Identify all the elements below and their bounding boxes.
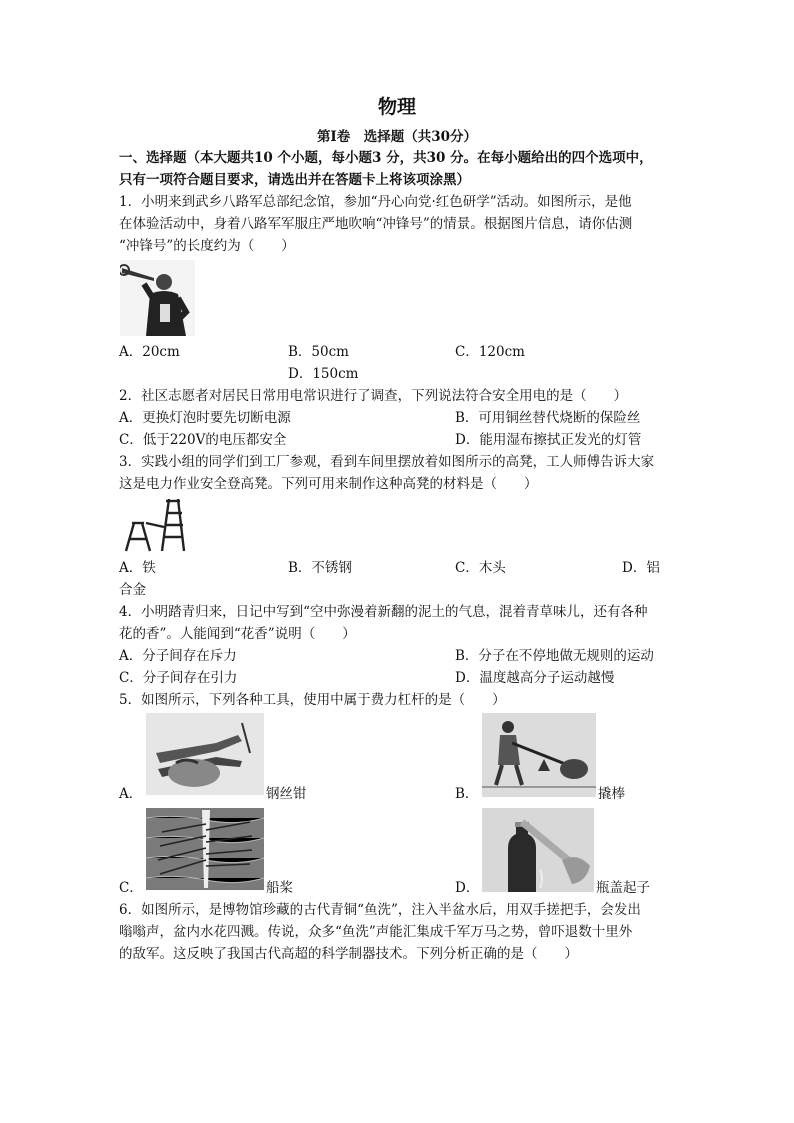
q3-option-d-wrap: 合金 [119, 582, 146, 598]
q5-option-d-letter: D． [455, 880, 480, 896]
q1-option-c: C．120cm [455, 344, 525, 360]
q4-line-1: 4．小明踏青归来，日记中写到“空中弥漫着新翻的泥土的气息，混着青草味儿，还有各种 [119, 604, 648, 620]
q1-line-1: 1．小明来到武乡八路军总部纪念馆，参加“丹心向党·红色研学”活动。如图所示，是他 [119, 194, 632, 210]
q2-option-b: B．可用铜丝替代烧断的保险丝 [455, 410, 641, 426]
pliers-photo [146, 713, 264, 795]
q4-option-d: D．温度越高分子运动越慢 [455, 670, 615, 686]
q5-option-c-letter: C． [119, 880, 143, 896]
rowing-photo [146, 808, 264, 890]
q1-option-a: A．20cm [119, 344, 180, 360]
q3-option-b: B．不锈钢 [288, 560, 352, 576]
section-heading: 第Ⅰ卷 选择题（共30分） [316, 129, 478, 145]
q3-line-1: 3．实践小组的同学们到工厂参观，看到车间里摆放着如图所示的高凳，工人师傅告诉大家 [119, 454, 655, 470]
q3-option-a: A．铁 [119, 560, 156, 576]
q5-stem: 5．如图所示，下列各种工具，使用中属于费力杠杆的是（ ） [119, 692, 506, 708]
q6-line-3: 的敌军。这反映了我国古代高超的科学制器技术。下列分析正确的是（ ） [119, 946, 578, 962]
q2-option-d: D．能用湿布擦拭正发光的灯管 [455, 432, 642, 448]
q5-option-b-letter: B． [455, 786, 479, 802]
page-title: 物理 [377, 96, 416, 118]
q3-option-c: C．木头 [455, 560, 506, 576]
q5-option-b-label: 撬棒 [598, 786, 625, 802]
q1-option-d: D．150cm [288, 366, 359, 382]
q5-option-a-label: 钢丝钳 [266, 786, 307, 802]
q6-line-2: 嗡嗡声，盆内水花四溅。传说，众多“鱼洗”声能汇集成千军万马之势，曾吓退数十里外 [119, 924, 633, 940]
q2-option-a: A．更换灯泡时要先切断电源 [119, 410, 291, 426]
bugler-photo [120, 260, 195, 336]
q3-option-d: D．铝 [622, 560, 660, 576]
q1-option-b: B．50cm [288, 344, 349, 360]
q6-line-1: 6．如图所示，是博物馆珍藏的古代青铜“鱼洗”，注入半盆水后，用双手搓把手，会发出 [119, 902, 641, 918]
q4-option-c: C．分子间存在引力 [119, 670, 238, 686]
q5-option-a-letter: A． [119, 786, 143, 802]
crowbar-photo [482, 713, 596, 797]
instructions-line-2: 只有一项符合题目要求，请选出并在答题卡上将该项涂黑） [119, 172, 470, 188]
q2-option-c: C．低于220V的电压都安全 [119, 432, 287, 448]
q5-option-d-label: 瓶盖起子 [596, 880, 650, 896]
instructions-line-1: 一、选择题（本大题共10 个小题，每小题3 分，共30 分。在每小题给出的四个选项中， [119, 150, 653, 166]
q3-line-2: 这是电力作业安全登高凳。下列可用来制作这种高凳的材料是（ ） [119, 476, 538, 492]
q5-option-c-label: 船桨 [266, 880, 293, 896]
q1-line-3: “冲锋号”的长度约为（ ） [119, 238, 295, 254]
q1-line-2: 在体验活动中，身着八路军军服庄严地吹响“冲锋号”的情景。根据图片信息，请你估测 [119, 216, 633, 232]
step-stool-image [122, 497, 188, 553]
q2-stem: 2．社区志愿者对居民日常用电常识进行了调查，下列说法符合安全用电的是（ ） [119, 388, 628, 404]
q4-line-2: 花的香”。人能闻到“花香”说明（ ） [119, 626, 356, 642]
bottle-opener-photo [482, 808, 594, 892]
q4-option-b: B．分子在不停地做无规则的运动 [455, 648, 654, 664]
q4-option-a: A．分子间存在斥力 [119, 648, 237, 664]
